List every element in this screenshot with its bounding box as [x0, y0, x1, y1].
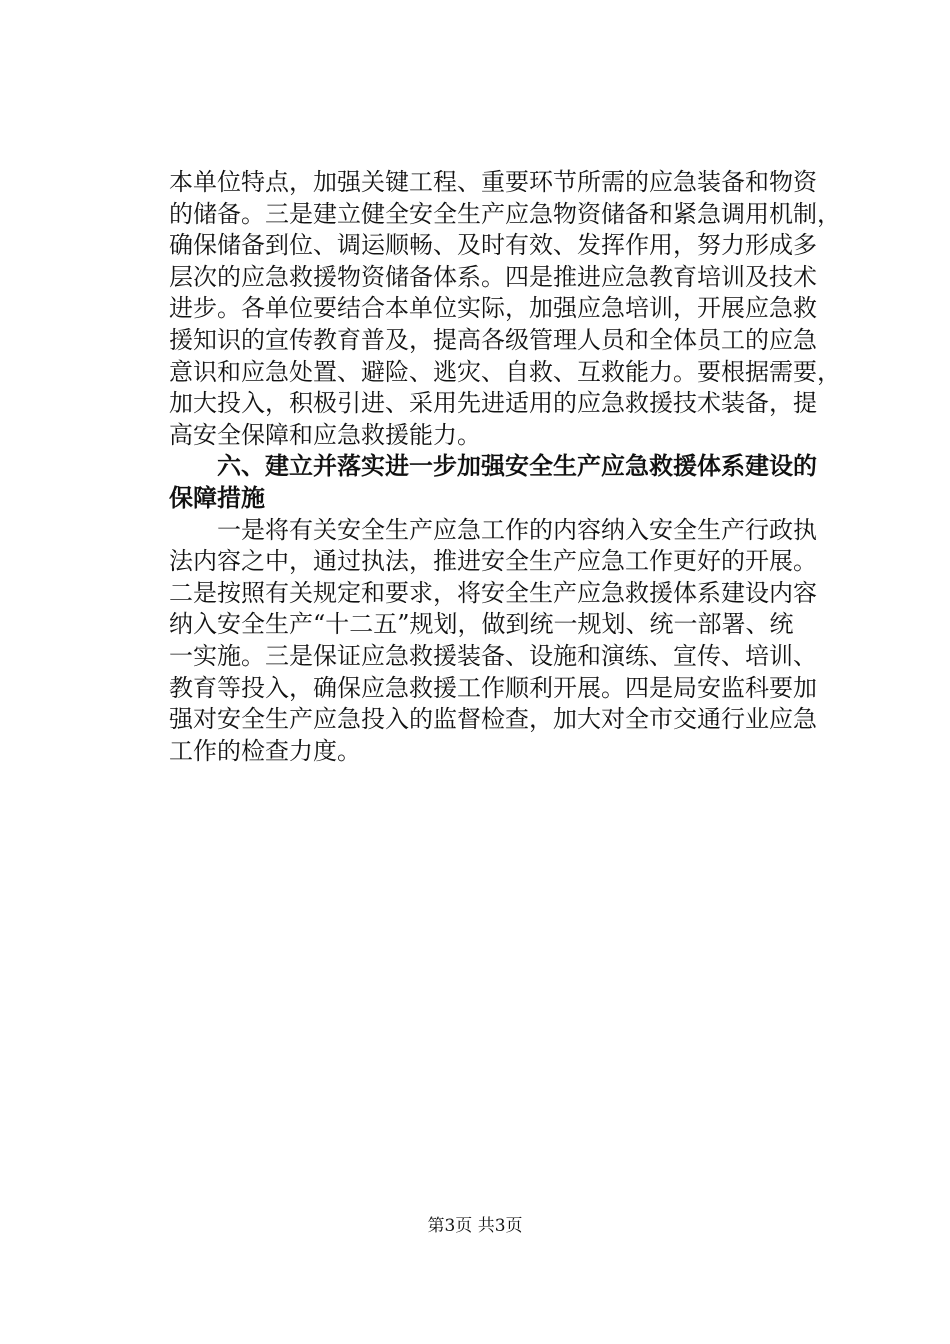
body-line: 教育等投入，确保应急救援工作顺利开展。四是局安监科要加	[169, 673, 817, 702]
document-body	[169, 167, 849, 767]
section-heading-line: 六、建立并落实进一步加强安全生产应急救援体系建设的	[169, 452, 817, 481]
body-line: 援知识的宣传教育普及，提高各级管理人员和全体员工的应急	[169, 325, 817, 354]
body-line: 意识和应急处置、避险、逃灾、自救、互救能力。要根据需要，	[169, 357, 841, 386]
body-line: 强对安全生产应急投入的监督检查，加大对全市交通行业应急	[169, 705, 817, 734]
body-line: 层次的应急救援物资储备体系。四是推进应急教育培训及技术	[169, 262, 817, 291]
page-number-footer: 第3页 共3页	[427, 1216, 523, 1236]
body-line: 一是将有关安全生产应急工作的内容纳入安全生产行政执	[169, 515, 817, 544]
section-heading-line: 保障措施	[169, 483, 265, 512]
body-line: 二是按照有关规定和要求，将安全生产应急救援体系建设内容	[169, 578, 817, 607]
body-line: 纳入安全生产“十二五”规划，做到统一规划、统一部署、统	[169, 610, 794, 639]
body-line: 的储备。三是建立健全安全生产应急物资储备和紧急调用机制，	[169, 199, 841, 228]
body-line: 高安全保障和应急救援能力。	[169, 420, 481, 449]
body-line: 加大投入，积极引进、采用先进适用的应急救援技术装备，提	[169, 389, 817, 418]
body-line: 法内容之中，通过执法，推进安全生产应急工作更好的开展。	[169, 547, 817, 576]
body-line: 本单位特点，加强关键工程、重要环节所需的应急装备和物资	[169, 168, 817, 196]
body-line: 工作的检查力度。	[169, 736, 361, 765]
body-line: 进步。各单位要结合本单位实际，加强应急培训，开展应急救	[169, 294, 817, 323]
body-line: 确保储备到位、调运顺畅、及时有效、发挥作用，努力形成多	[169, 231, 817, 260]
body-line: 一实施。三是保证应急救援装备、设施和演练、宣传、培训、	[169, 641, 817, 670]
